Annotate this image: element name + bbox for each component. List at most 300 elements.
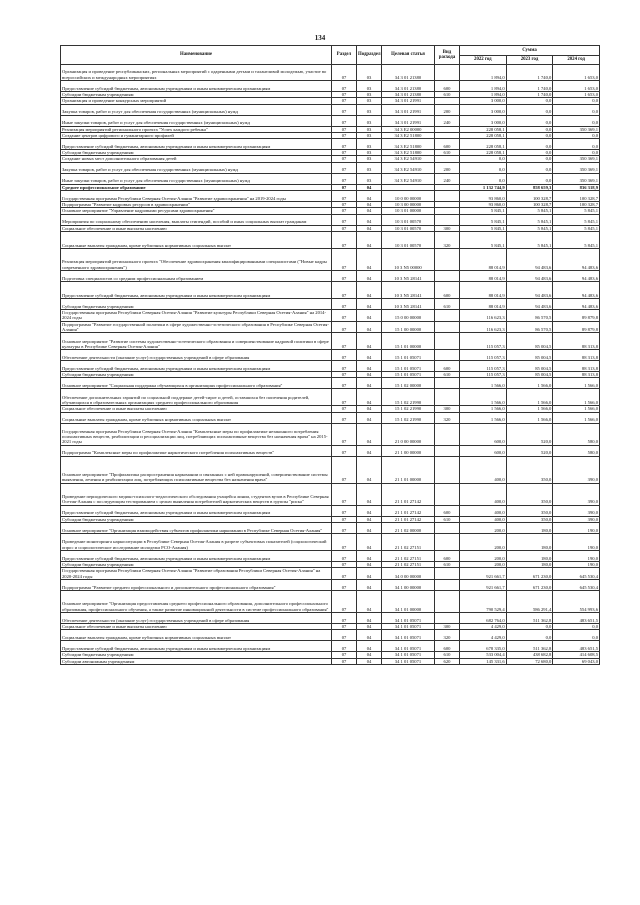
cell-name: Проведение мониторинга наркоситуации в Республике Северная Осетия-Алания в разрезе субъектовых показателей (социологический опрос и социологическое исследование молодежи РСО-Алания) xyxy=(61,534,332,551)
cell-subsection: 04 xyxy=(357,298,382,309)
cell-2022: 88 014,9 xyxy=(460,270,507,281)
header-sum: Сумма xyxy=(460,46,600,56)
cell-name: Подпрограмма "Развитие государственной политики в сфере художественно-эстетического образования в Республике Северная Осетия-Алания" xyxy=(61,321,332,333)
cell-2024: 645 530,4 xyxy=(553,568,600,580)
cell-section: 07 xyxy=(332,150,357,156)
cell-section: 07 xyxy=(332,590,357,612)
cell-section: 07 xyxy=(332,270,357,281)
cell-2022: 0,0 xyxy=(460,162,507,173)
cell-expense: 600 xyxy=(435,505,460,516)
cell-2022: 1 894,0 xyxy=(460,92,507,98)
cell-name: Подготовка специалистов со средним профессиональным образованием xyxy=(61,270,332,281)
cell-name: Основное мероприятие "Социальная поддержка обучающихся в организациях профессионального образования" xyxy=(61,378,332,389)
cell-2024: 0,0 xyxy=(553,623,600,629)
cell-section: 07 xyxy=(332,456,357,483)
cell-expense xyxy=(435,378,460,389)
cell-target: 21 1 01 27142 xyxy=(382,505,435,516)
cell-target: 34 3 01 21380 xyxy=(382,81,435,92)
table-row xyxy=(61,505,600,516)
cell-2022: 116 623,3 xyxy=(460,309,507,321)
cell-section: 07 xyxy=(332,281,357,298)
cell-expense: 600 xyxy=(435,139,460,150)
cell-subsection: 04 xyxy=(357,623,382,629)
cell-2022: 5 845,1 xyxy=(460,214,507,225)
cell-expense xyxy=(435,534,460,551)
cell-target: 34 3 E2 54910 xyxy=(382,162,435,173)
cell-expense xyxy=(435,590,460,612)
cell-expense: 610 xyxy=(435,562,460,568)
cell-name: Субсидии бюджетным учреждениям xyxy=(61,92,332,98)
cell-2022: 200,0 xyxy=(460,551,507,562)
cell-2022: 228 058,1 xyxy=(460,150,507,156)
cell-section: 07 xyxy=(332,483,357,505)
cell-expense: 610 xyxy=(435,516,460,522)
table-row xyxy=(61,630,600,641)
cell-expense xyxy=(435,568,460,580)
cell-name: Организация и проведение конкурсных мероприятий xyxy=(61,98,332,104)
cell-section: 07 xyxy=(332,65,357,81)
cell-subsection: 04 xyxy=(357,612,382,623)
cell-2023: 511 362,8 xyxy=(506,612,553,623)
cell-2023: 1 740,0 xyxy=(506,65,553,81)
cell-target: 10 3 00 00000 xyxy=(382,202,435,208)
cell-2023: 94 483,6 xyxy=(506,248,553,270)
cell-section: 07 xyxy=(332,523,357,534)
cell-name: Предоставление субсидий бюджетным, автономным учреждениям и иным некоммерческим организациям xyxy=(61,361,332,372)
table-row xyxy=(61,214,600,225)
cell-2023: 586 291,4 xyxy=(506,590,553,612)
cell-subsection: 04 xyxy=(357,309,382,321)
cell-2023: 0,0 xyxy=(506,98,553,104)
cell-subsection: 03 xyxy=(357,156,382,162)
cell-2023: 94 483,6 xyxy=(506,270,553,281)
cell-2022: 93 860,0 xyxy=(460,202,507,208)
cell-2024: 0,0 xyxy=(553,630,600,641)
cell-2023: 94 483,6 xyxy=(506,298,553,309)
table-row xyxy=(61,568,600,580)
cell-name: Подпрограмма "Развитие кадровых ресурсов в здравоохранении" xyxy=(61,202,332,208)
cell-name: Социальное обеспечение и иные выплаты населению xyxy=(61,623,332,629)
cell-2024: 0,0 xyxy=(553,150,600,156)
cell-section: 07 xyxy=(332,298,357,309)
cell-subsection: 03 xyxy=(357,132,382,138)
cell-2022: 88 014,9 xyxy=(460,298,507,309)
cell-subsection: 04 xyxy=(357,406,382,412)
cell-expense xyxy=(435,579,460,590)
cell-2023: 86 570,5 xyxy=(506,321,553,333)
cell-target: 21 1 02 00000 xyxy=(382,523,435,534)
table-row xyxy=(61,191,600,202)
cell-2022: 5 845,1 xyxy=(460,231,507,248)
cell-subsection: 04 xyxy=(357,523,382,534)
cell-subsection: 04 xyxy=(357,270,382,281)
cell-expense: 240 xyxy=(435,173,460,184)
cell-2022: 1 566,0 xyxy=(460,412,507,423)
cell-name: Основное мероприятие "Развитие системы художественно-эстетического образования и совершенствование кадровой политики в сфере культуры в Республике Северная Осетия-Алания" xyxy=(61,333,332,350)
table-header xyxy=(61,46,600,65)
cell-name: Субсидии бюджетным учреждениям xyxy=(61,298,332,309)
cell-subsection: 04 xyxy=(357,516,382,522)
cell-expense: 600 xyxy=(435,551,460,562)
cell-subsection: 04 xyxy=(357,579,382,590)
cell-expense: 610 xyxy=(435,150,460,156)
cell-section: 07 xyxy=(332,173,357,184)
cell-subsection: 03 xyxy=(357,65,382,81)
cell-2024: 836 318,9 xyxy=(553,184,600,190)
cell-target: 21 0 00 00000 xyxy=(382,423,435,445)
table-row xyxy=(61,534,600,551)
table-row xyxy=(61,483,600,505)
cell-2022: 228 058,1 xyxy=(460,132,507,138)
cell-target: 21 1 02 27151 xyxy=(382,562,435,568)
cell-section: 07 xyxy=(332,630,357,641)
table-row xyxy=(61,281,600,298)
cell-2022: 115 057,3 xyxy=(460,372,507,378)
table-row xyxy=(61,579,600,590)
cell-target: 21 1 01 27142 xyxy=(382,516,435,522)
table-row xyxy=(61,641,600,652)
cell-name: Основное мероприятие "Организация предоставления среднего профессионального образования, дополнительного профессионального образования, профессионального обучения, а также развитие инновационной деятельности в системе профессионального образования" xyxy=(61,590,332,612)
cell-2023: 0,0 xyxy=(506,173,553,184)
cell-subsection: 04 xyxy=(357,641,382,652)
cell-target: 34 1 01 05071 xyxy=(382,652,435,658)
cell-target: 21 1 02 27151 xyxy=(382,551,435,562)
cell-name: Социальное обеспечение и иные выплаты населению xyxy=(61,406,332,412)
cell-2022: 400,0 xyxy=(460,516,507,522)
header-subsection: Подраздел xyxy=(357,46,382,65)
cell-section: 07 xyxy=(332,562,357,568)
cell-2024: 483 651,5 xyxy=(553,641,600,652)
cell-2022: 533 004,4 xyxy=(460,652,507,658)
cell-subsection: 04 xyxy=(357,191,382,202)
cell-expense: 200 xyxy=(435,104,460,115)
cell-subsection: 04 xyxy=(357,551,382,562)
cell-2023: 520,0 xyxy=(506,423,553,445)
cell-section: 07 xyxy=(332,191,357,202)
cell-name: Социальные выплаты гражданам, кроме публичных нормативных социальных выплат xyxy=(61,231,332,248)
cell-name: Закупка товаров, работ и услуг для обеспечения государственных (муниципальных) нужд xyxy=(61,162,332,173)
cell-2024: 1 653,0 xyxy=(553,81,600,92)
cell-subsection: 04 xyxy=(357,281,382,298)
cell-target: 34 3 01 21380 xyxy=(382,92,435,98)
cell-section: 07 xyxy=(332,445,357,456)
cell-expense xyxy=(435,65,460,81)
cell-2023: 180,0 xyxy=(506,551,553,562)
cell-2024: 190,0 xyxy=(553,534,600,551)
cell-2024: 94 483,6 xyxy=(553,298,600,309)
cell-2023: 858 659,3 xyxy=(506,184,553,190)
cell-subsection: 03 xyxy=(357,162,382,173)
cell-target: 34 1 01 00000 xyxy=(382,590,435,612)
cell-2023: 0,0 xyxy=(506,139,553,150)
cell-section: 07 xyxy=(332,378,357,389)
cell-expense: 600 xyxy=(435,81,460,92)
cell-2022: 790 529,4 xyxy=(460,590,507,612)
cell-subsection: 04 xyxy=(357,658,382,664)
cell-section: 07 xyxy=(332,372,357,378)
cell-expense xyxy=(435,423,460,445)
cell-2023: 0,0 xyxy=(506,630,553,641)
cell-target: 34 3 01 21991 xyxy=(382,98,435,104)
cell-2022: 400,0 xyxy=(460,483,507,505)
cell-2024: 483 651,5 xyxy=(553,612,600,623)
cell-2022: 1 894,0 xyxy=(460,65,507,81)
table-row xyxy=(61,350,600,361)
cell-subsection: 04 xyxy=(357,562,382,568)
cell-expense xyxy=(435,612,460,623)
cell-section: 07 xyxy=(332,551,357,562)
cell-2024: 69 043,0 xyxy=(553,658,600,664)
cell-name: Субсидии бюджетным учреждениям xyxy=(61,516,332,522)
cell-section: 07 xyxy=(332,361,357,372)
cell-target: 34 1 01 05071 xyxy=(382,641,435,652)
cell-name: Иные закупки товаров, работ и услуг для обеспечения государственных (муниципальных) нужд xyxy=(61,173,332,184)
cell-subsection: 04 xyxy=(357,445,382,456)
cell-name: Субсидии бюджетным учреждениям xyxy=(61,150,332,156)
cell-expense xyxy=(435,214,460,225)
cell-expense xyxy=(435,456,460,483)
cell-2023: 5 845,1 xyxy=(506,225,553,231)
cell-target: 15 1 02 21990 xyxy=(382,412,435,423)
cell-2023: 671 230,0 xyxy=(506,568,553,580)
cell-2024: 5 845,1 xyxy=(553,231,600,248)
cell-target: 21 1 00 00000 xyxy=(382,445,435,456)
cell-2023: 0,0 xyxy=(506,104,553,115)
cell-2022: 3 000,0 xyxy=(460,98,507,104)
cell-subsection: 04 xyxy=(357,456,382,483)
cell-2023: 671 230,0 xyxy=(506,579,553,590)
cell-subsection: 04 xyxy=(357,652,382,658)
cell-target: 34 0 00 00000 xyxy=(382,568,435,580)
cell-expense: 300 xyxy=(435,623,460,629)
table-row xyxy=(61,65,600,81)
cell-section: 07 xyxy=(332,652,357,658)
cell-target: 15 1 02 00000 xyxy=(382,378,435,389)
cell-2022: 1 566,0 xyxy=(460,389,507,406)
cell-2023: 1 566,0 xyxy=(506,412,553,423)
cell-target: 34 1 00 00000 xyxy=(382,579,435,590)
header-target: Целевая статья xyxy=(382,46,435,65)
cell-2024: 350 369,1 xyxy=(553,173,600,184)
cell-target: 21 1 01 27142 xyxy=(382,483,435,505)
cell-2024: 1 566,0 xyxy=(553,406,600,412)
cell-section: 07 xyxy=(332,248,357,270)
cell-2022: 88 014,9 xyxy=(460,281,507,298)
cell-2024: 1 566,0 xyxy=(553,389,600,406)
cell-section: 07 xyxy=(332,115,357,126)
cell-2023: 1 566,0 xyxy=(506,406,553,412)
cell-subsection: 04 xyxy=(357,202,382,208)
table-row xyxy=(61,658,600,664)
cell-name: Субсидии бюджетным учреждениям xyxy=(61,652,332,658)
cell-expense xyxy=(435,483,460,505)
cell-2024: 1 566,0 xyxy=(553,412,600,423)
cell-subsection: 04 xyxy=(357,630,382,641)
cell-2023: 5 845,1 xyxy=(506,231,553,248)
cell-2024: 390,0 xyxy=(553,516,600,522)
cell-target: 15 1 01 05071 xyxy=(382,350,435,361)
cell-name: Субсидии автономным учреждениям xyxy=(61,658,332,664)
table-row xyxy=(61,270,600,281)
cell-section: 07 xyxy=(332,389,357,406)
cell-2022: 228 058,1 xyxy=(460,126,507,132)
cell-2022: 93 860,0 xyxy=(460,191,507,202)
cell-target: 34 3 E2 51800 xyxy=(382,132,435,138)
table-row xyxy=(61,378,600,389)
cell-section: 07 xyxy=(332,623,357,629)
cell-name: Социальные выплаты гражданам, кроме публичных нормативных социальных выплат xyxy=(61,412,332,423)
cell-section: 07 xyxy=(332,412,357,423)
cell-target: 34 3 01 21380 xyxy=(382,65,435,81)
cell-target: 15 1 00 00000 xyxy=(382,321,435,333)
cell-2024: 88 313,8 xyxy=(553,333,600,350)
cell-2022: 3 000,0 xyxy=(460,115,507,126)
cell-subsection: 03 xyxy=(357,98,382,104)
cell-target: 21 1 01 00000 xyxy=(382,456,435,483)
cell-subsection: 04 xyxy=(357,333,382,350)
cell-2022: 600,0 xyxy=(460,423,507,445)
cell-name: Реализация мероприятий регионального проекта "Успех каждого ребенка" xyxy=(61,126,332,132)
cell-2024: 100 328,7 xyxy=(553,191,600,202)
cell-target: 10 3 01 00570 xyxy=(382,231,435,248)
cell-2022: 115 057,3 xyxy=(460,333,507,350)
table-row xyxy=(61,445,600,456)
cell-2022: 0,0 xyxy=(460,156,507,162)
cell-2024: 190,0 xyxy=(553,551,600,562)
cell-subsection: 04 xyxy=(357,184,382,190)
cell-2023: 1 566,0 xyxy=(506,378,553,389)
cell-target: 34 1 01 05071 xyxy=(382,623,435,629)
cell-target: 34 3 E2 51800 xyxy=(382,150,435,156)
header-2024: 2024 год xyxy=(553,56,600,65)
cell-subsection: 03 xyxy=(357,126,382,132)
cell-2024: 88 313,8 xyxy=(553,350,600,361)
cell-expense: 600 xyxy=(435,641,460,652)
cell-expense xyxy=(435,333,460,350)
page-number: 134 xyxy=(314,34,326,42)
cell-2023: 0,0 xyxy=(506,156,553,162)
cell-target: 10 3 01 00000 xyxy=(382,208,435,214)
cell-2022: 1 132 744,9 xyxy=(460,184,507,190)
cell-target: 34 3 E2 54910 xyxy=(382,173,435,184)
header-2022: 2022 год xyxy=(460,56,507,65)
cell-expense: 600 xyxy=(435,281,460,298)
cell-2022: 4 429,0 xyxy=(460,623,507,629)
cell-target: 10 3 N5 28141 xyxy=(382,281,435,298)
cell-name: Основное мероприятие "Организация взаимодействия субъектов профилактики наркомании в Республике Северная Осетия-Алания" xyxy=(61,523,332,534)
cell-section: 07 xyxy=(332,505,357,516)
table-row xyxy=(61,162,600,173)
cell-2024: 0,0 xyxy=(553,132,600,138)
cell-2022: 115 057,3 xyxy=(460,361,507,372)
cell-2024: 1 653,0 xyxy=(553,65,600,81)
cell-2023: 438 682,8 xyxy=(506,652,553,658)
cell-2023: 86 570,5 xyxy=(506,309,553,321)
cell-name: Государственная программа Республики Северная Осетия-Алания "Комплексные меры по профилактике незаконного потребления психоактивных веществ, реабилитации и ресоциализации лиц, потребляющих психоактивные вещества без назначения врача" на 2015-2021 годы xyxy=(61,423,332,445)
cell-subsection: 03 xyxy=(357,115,382,126)
table-row xyxy=(61,333,600,350)
cell-section: 07 xyxy=(332,333,357,350)
cell-target: 15 1 01 05071 xyxy=(382,372,435,378)
cell-subsection: 04 xyxy=(357,568,382,580)
table-row xyxy=(61,612,600,623)
cell-section: 07 xyxy=(332,132,357,138)
cell-expense: 600 xyxy=(435,361,460,372)
cell-2022: 5 845,1 xyxy=(460,208,507,214)
cell-name: Предоставление субсидий бюджетным, автономным учреждениям и иным некоммерческим организациям xyxy=(61,551,332,562)
cell-name: Иные закупки товаров, работ и услуг для обеспечения государственных (муниципальных) нужд xyxy=(61,115,332,126)
cell-target: 10 3 01 00570 xyxy=(382,225,435,231)
cell-2022: 921 661,7 xyxy=(460,579,507,590)
cell-subsection: 04 xyxy=(357,590,382,612)
cell-2023: 100 328,7 xyxy=(506,191,553,202)
cell-name: Предоставление субсидий бюджетным, автономным учреждениям и иным некоммерческим организациям xyxy=(61,641,332,652)
cell-subsection: 04 xyxy=(357,214,382,225)
cell-section: 07 xyxy=(332,126,357,132)
cell-expense: 300 xyxy=(435,406,460,412)
cell-2024: 350 369,1 xyxy=(553,156,600,162)
cell-section: 07 xyxy=(332,612,357,623)
cell-2024: 645 530,4 xyxy=(553,579,600,590)
cell-expense: 240 xyxy=(435,115,460,126)
cell-expense xyxy=(435,191,460,202)
cell-section: 07 xyxy=(332,231,357,248)
cell-name: Закупка товаров, работ и услуг для обеспечения государственных (муниципальных) нужд xyxy=(61,104,332,115)
table-row xyxy=(61,248,600,270)
cell-2023: 100 328,7 xyxy=(506,202,553,208)
cell-name: Основное мероприятие "Управление кадровыми ресурсами здравоохранения" xyxy=(61,208,332,214)
cell-2022: 116 623,3 xyxy=(460,321,507,333)
cell-2023: 0,0 xyxy=(506,132,553,138)
cell-subsection: 04 xyxy=(357,483,382,505)
cell-2023: 0,0 xyxy=(506,162,553,173)
cell-section: 07 xyxy=(332,208,357,214)
cell-2024: 580,0 xyxy=(553,423,600,445)
cell-target: 34 1 01 05071 xyxy=(382,630,435,641)
cell-2024: 0,0 xyxy=(553,98,600,104)
cell-name: Предоставление субсидий бюджетным, автономным учреждениям и иным некоммерческим организациям xyxy=(61,81,332,92)
cell-subsection: 03 xyxy=(357,104,382,115)
cell-subsection: 04 xyxy=(357,350,382,361)
cell-section: 07 xyxy=(332,309,357,321)
cell-expense: 320 xyxy=(435,231,460,248)
cell-section: 07 xyxy=(332,139,357,150)
cell-2022: 115 057,3 xyxy=(460,350,507,361)
table-row xyxy=(61,81,600,92)
cell-section: 07 xyxy=(332,350,357,361)
cell-2024: 190,0 xyxy=(553,523,600,534)
cell-expense xyxy=(435,248,460,270)
cell-2024: 100 328,7 xyxy=(553,202,600,208)
cell-expense xyxy=(435,350,460,361)
table-row xyxy=(61,173,600,184)
budget-table xyxy=(60,45,600,665)
cell-2023: 350,0 xyxy=(506,483,553,505)
cell-name: Подпрограмма "Развитие среднего профессионального и дополнительного профессионального образования" xyxy=(61,579,332,590)
cell-2024: 350 369,1 xyxy=(553,162,600,173)
cell-name: Организация и проведение республиканских, региональных мероприятий с одаренными детьми и талантливой молодежью, участие во всероссийских и международных мероприятиях xyxy=(61,65,332,81)
cell-name: Субсидии бюджетным учреждениям xyxy=(61,562,332,568)
cell-target: 15 1 01 00000 xyxy=(382,333,435,350)
cell-name: Обеспечение деятельности (оказание услуг) государственных учреждений в сфере образования xyxy=(61,350,332,361)
cell-target: 15 0 00 00000 xyxy=(382,309,435,321)
cell-subsection: 04 xyxy=(357,248,382,270)
cell-2024: 0,0 xyxy=(553,104,600,115)
cell-2023: 511 362,8 xyxy=(506,641,553,652)
cell-2024: 5 845,1 xyxy=(553,208,600,214)
cell-2023: 350,0 xyxy=(506,456,553,483)
cell-expense: 610 xyxy=(435,372,460,378)
